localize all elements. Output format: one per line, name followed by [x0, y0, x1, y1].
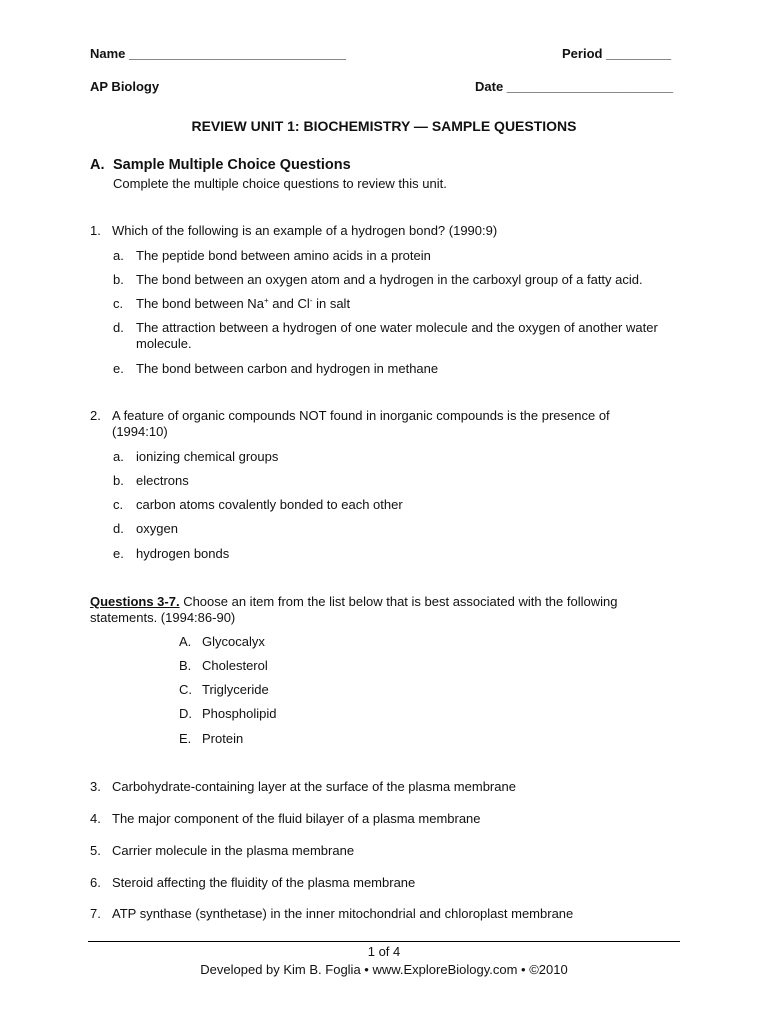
- q1-option-b: [113, 272, 683, 288]
- period-field-label: Period _________: [562, 46, 672, 61]
- choice-text: Glycocalyx: [202, 634, 265, 649]
- footer-divider: [88, 941, 680, 942]
- option-letter: b.: [113, 473, 124, 488]
- superscript-minus: -: [309, 296, 313, 305]
- option-text: The bond between Na+ and Cl- in salt: [136, 296, 351, 311]
- questions-3-7-label: Questions 3-7.: [90, 594, 180, 609]
- course-name: AP Biology: [90, 79, 160, 94]
- choice-letter: D.: [179, 706, 192, 721]
- choice-e: [179, 731, 379, 747]
- question-text: Which of the following is an example of a hydrogen bond? (1990:9): [112, 223, 498, 238]
- q2-option-c: [113, 497, 683, 513]
- option-letter: c.: [113, 296, 124, 311]
- section-a-instructions: Complete the multiple choice questions to review this unit.: [113, 176, 447, 191]
- superscript-plus: +: [263, 296, 269, 305]
- questions-3-7-intro: [90, 594, 665, 626]
- question-6: [90, 875, 680, 891]
- option-text: hydrogen bonds: [136, 546, 230, 561]
- choice-letter: A.: [179, 634, 192, 649]
- q1-option-e: [113, 361, 683, 377]
- page-title: REVIEW UNIT 1: BIOCHEMISTRY — SAMPLE QUESTIONS: [191, 118, 577, 134]
- question-number: 4.: [90, 811, 101, 826]
- option-letter: a.: [113, 449, 124, 464]
- option-text: electrons: [136, 473, 189, 488]
- choice-text: Protein: [202, 731, 244, 746]
- question-text: A feature of organic compounds NOT found in inorganic compounds is the presence of (1994:10): [112, 408, 610, 439]
- q1-option-a: [113, 248, 683, 264]
- option-letter: b.: [113, 272, 124, 287]
- question-text: Steroid affecting the fluidity of the plasma membrane: [112, 875, 416, 890]
- question-3: [90, 779, 680, 795]
- choice-letter: C.: [179, 682, 192, 697]
- option-letter: d.: [113, 521, 124, 536]
- choice-c: [179, 682, 379, 698]
- question-2: [90, 408, 665, 440]
- page-number: 1 of 4: [367, 944, 401, 959]
- q2-option-a: [113, 449, 683, 465]
- option-text: carbon atoms covalently bonded to each other: [136, 497, 403, 512]
- option-text: The bond between carbon and hydrogen in methane: [136, 361, 439, 376]
- question-number: 1.: [90, 223, 101, 238]
- q1-option-d: [113, 320, 663, 352]
- q2-option-b: [113, 473, 683, 489]
- question-number: 7.: [90, 906, 101, 921]
- choice-b: [179, 658, 379, 674]
- question-number: 3.: [90, 779, 101, 794]
- choice-d: [179, 706, 379, 722]
- choice-a: [179, 634, 379, 650]
- question-5: [90, 843, 680, 859]
- question-text: The major component of the fluid bilayer of a plasma membrane: [112, 811, 481, 826]
- option-text: The attraction between a hydrogen of one water molecule and the oxygen of another water molecule.: [136, 320, 658, 351]
- question-text: ATP synthase (synthetase) in the inner mitochondrial and chloroplast membrane: [112, 906, 574, 921]
- option-text: The bond between an oxygen atom and a hydrogen in the carboxyl group of a fatty acid.: [136, 272, 643, 287]
- question-1: [90, 223, 680, 239]
- section-a-marker: A.: [90, 157, 105, 173]
- choice-letter: B.: [179, 658, 192, 673]
- name-field-label: Name ______________________________: [90, 46, 346, 61]
- q2-option-e: [113, 546, 683, 562]
- question-4: [90, 811, 680, 827]
- option-text: The peptide bond between amino acids in a protein: [136, 248, 431, 263]
- option-letter: d.: [113, 320, 124, 335]
- questions-3-7-instructions: Choose an item from the list below that is best associated with the following statements. (1994:86-90): [90, 594, 618, 625]
- question-number: 2.: [90, 408, 101, 423]
- section-a-heading: Sample Multiple Choice Questions: [113, 157, 351, 173]
- question-text: Carrier molecule in the plasma membrane: [112, 843, 355, 858]
- option-letter: a.: [113, 248, 124, 263]
- q1-option-c: [113, 296, 683, 312]
- choice-text: Phospholipid: [202, 706, 277, 721]
- choice-text: Cholesterol: [202, 658, 268, 673]
- question-number: 5.: [90, 843, 101, 858]
- footer-credit: Developed by Kim B. Foglia • www.ExploreBiology.com • ©2010: [200, 962, 568, 977]
- option-text: oxygen: [136, 521, 178, 536]
- choice-letter: E.: [179, 731, 192, 746]
- option-letter: e.: [113, 546, 124, 561]
- option-text: ionizing chemical groups: [136, 449, 279, 464]
- choice-text: Triglyceride: [202, 682, 269, 697]
- option-letter: e.: [113, 361, 124, 376]
- question-7: [90, 906, 680, 922]
- question-text: Carbohydrate-containing layer at the surface of the plasma membrane: [112, 779, 516, 794]
- q2-option-d: [113, 521, 683, 537]
- option-letter: c.: [113, 497, 124, 512]
- question-number: 6.: [90, 875, 101, 890]
- date-field-label: Date _______________________: [475, 79, 674, 94]
